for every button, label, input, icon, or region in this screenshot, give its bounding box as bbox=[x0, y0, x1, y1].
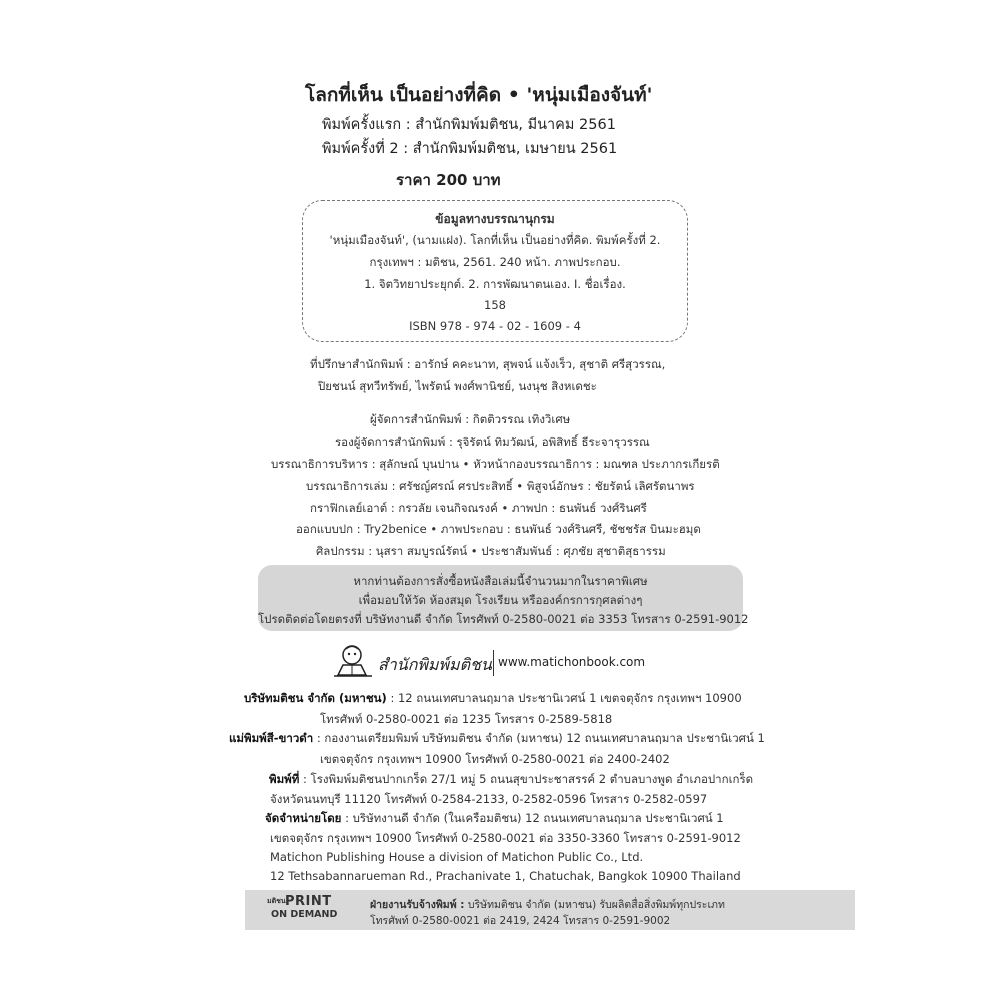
staff-credit: ออกแบบปก : Try2benice • ภาพประกอบ : ธนพันธ์ วงศ์รินศรี, ชัชชรัส บินมะฮมุด bbox=[296, 522, 701, 536]
website-link[interactable]: www.matichonbook.com bbox=[498, 655, 646, 669]
price: ราคา 200 บาท bbox=[396, 171, 501, 189]
cataloging-line: กรุงเทพฯ : มติชน, 2561. 240 หน้า. ภาพประกอบ. bbox=[369, 255, 621, 269]
company-phone: โทรศัพท์ 0-2580-0021 ต่อ 1235 โทรสาร 0-2589-5818 bbox=[320, 712, 613, 726]
prepress-label: แม่พิมพ์สี-ขาวดำ bbox=[229, 731, 314, 745]
prepress-phone: เขตจตุจักร กรุงเทพฯ 10900 โทรศัพท์ 0-2580-0021 ต่อ 2400-2402 bbox=[320, 752, 670, 766]
isbn: ISBN 978 - 974 - 02 - 1609 - 4 bbox=[409, 319, 581, 333]
distributor-phone: เขตจตุจักร กรุงเทพฯ 10900 โทรศัพท์ 0-2580-0021 ต่อ 3350-3360 โทรสาร 0-2591-9012 bbox=[270, 831, 741, 845]
company-info bbox=[244, 690, 742, 708]
publisher-script-logo: สำนักพิมพ์มติชน bbox=[378, 655, 492, 674]
pod-logo-small: มติชน bbox=[267, 897, 286, 905]
printer-address: : โรงพิมพ์มติชนปากเกร็ด 27/1 หมู่ 5 ถนนสุขาประชาสรรค์ 2 ตำบลบางพูด อำเภอปากเกร็ด bbox=[299, 772, 754, 786]
print-on-demand-bar bbox=[245, 890, 855, 930]
printer-info bbox=[269, 771, 753, 789]
staff-credit: บรรณาธิการเล่ม : ศรัชญ์ศรณ์ ศรประสิทธิ์ • พิสูจน์อักษร : ชัยรัตน์ เลิศรัตนาพร bbox=[306, 479, 695, 493]
bulk-order-notice bbox=[258, 565, 749, 631]
reader-icon bbox=[330, 645, 376, 680]
english-publisher-name: Matichon Publishing House a division of Matichon Public Co., Ltd. bbox=[270, 850, 644, 864]
pod-logo-print: PRINT bbox=[285, 894, 332, 909]
logo-divider bbox=[493, 650, 494, 676]
pod-logo-ondemand: ON DEMAND bbox=[271, 909, 338, 920]
second-edition: พิมพ์ครั้งที่ 2 : สำนักพิมพ์มติชน, เมษายน 2561 bbox=[322, 141, 618, 157]
printer-label: พิมพ์ที่ bbox=[269, 772, 300, 786]
first-edition: พิมพ์ครั้งแรก : สำนักพิมพ์มติชน, มีนาคม 2561 bbox=[322, 117, 616, 133]
advisors-line: ปิยชนน์ สุทวีทรัพย์, ไพรัตน์ พงศ์พานิชย์, นงนุช สิงหเดชะ bbox=[318, 379, 597, 393]
english-publisher-address: 12 Tethsabannarueman Rd., Prachanivate 1, Chatuchak, Bangkok 10900 Thailand bbox=[270, 869, 741, 883]
prepress-address: : กองงานเตรียมพิมพ์ บริษัทมติชน จำกัด (มหาชน) 12 ถนนเทศบาลนฤมาล ประชานิเวศน์ 1 bbox=[313, 731, 765, 745]
pod-label: ฝ่ายงานรับจ้างพิมพ์ : bbox=[370, 899, 465, 911]
cataloging-box bbox=[302, 200, 688, 342]
notice-line: หากท่านต้องการสั่งซื้อหนังสือเล่มนี้จำนวนมากในราคาพิเศษ bbox=[353, 574, 648, 588]
publisher-logo-row bbox=[330, 645, 670, 680]
notice-line: โปรดติดต่อโดยตรงที่ บริษัทงานดี จำกัด โทรศัพท์ 0-2580-0021 ต่อ 3353 โทรสาร 0-2591-9012 bbox=[258, 612, 749, 626]
cataloging-class-number: 158 bbox=[484, 298, 506, 312]
distributor-info bbox=[265, 810, 724, 828]
company-address: : 12 ถนนเทศบาลนฤมาล ประชานิเวศน์ 1 เขตจตุจักร กรุงเทพฯ 10900 bbox=[386, 691, 742, 705]
print-on-demand-logo bbox=[267, 896, 359, 924]
company-label: บริษัทมติชน จำกัด (มหาชน) bbox=[244, 691, 387, 705]
notice-line: เพื่อมอบให้วัด ห้องสมุด โรงเรียน หรือองค์กรการกุศลต่างๆ bbox=[358, 593, 643, 607]
advisors-line: ที่ปรึกษาสำนักพิมพ์ : อารักษ์ คคะนาท, สุพจน์ แจ้งเร็ว, สุชาติ ศรีสุวรรณ, bbox=[310, 357, 666, 371]
pod-text: บริษัทมติชน จำกัด (มหาชน) รับผลิตสื่อสิ่งพิมพ์ทุกประเภท bbox=[464, 899, 725, 911]
distributor-label: จัดจำหน่ายโดย bbox=[265, 811, 342, 825]
staff-credit: ศิลปกรรม : นุสรา สมบูรณ์รัตน์ • ประชาสัมพันธ์ : ศุภชัย สุชาติสุธารรม bbox=[316, 544, 666, 558]
staff-credit: รองผู้จัดการสำนักพิมพ์ : รุจิรัตน์ ทิมวัฒน์, อพิสิทธิ์ ธีระจารุวรรณ bbox=[335, 435, 650, 449]
printer-phone: จังหวัดนนทบุรี 11120 โทรศัพท์ 0-2584-2133, 0-2582-0596 โทรสาร 0-2582-0597 bbox=[270, 792, 708, 806]
staff-credit: กราฟิกเลย์เอาต์ : กรวลัย เจนกิจณรงค์ • ภาพปก : ธนพันธ์ วงศ์รินศรี bbox=[310, 501, 647, 515]
cataloging-line: 1. จิตวิทยาประยุกต์. 2. การพัฒนาตนเอง. I. ชื่อเรื่อง. bbox=[364, 277, 626, 291]
pod-phone: โทรศัพท์ 0-2580-0021 ต่อ 2419, 2424 โทรสาร 0-2591-9002 bbox=[370, 915, 671, 927]
cataloging-title: ข้อมูลทางบรรณานุกรม bbox=[435, 212, 555, 226]
cataloging-line: 'หนุ่มเมืองจันท์', (นามแฝง). โลกที่เห็น เป็นอย่างที่คิด. พิมพ์ครั้งที่ 2. bbox=[329, 233, 661, 247]
book-title: โลกที่เห็น เป็นอย่างที่คิด • 'หนุ่มเมืองจันท์' bbox=[305, 84, 653, 106]
prepress-info bbox=[229, 730, 765, 748]
distributor-address: : บริษัทงานดี จำกัด (ในเครือมติชน) 12 ถนนเทศบาลนฤมาล ประชานิเวศน์ 1 bbox=[341, 811, 724, 825]
staff-credit: บรรณาธิการบริหาร : สุลักษณ์ บุนปาน • หัวหน้ากองบรรณาธิการ : มณฑล ประภากรเกียรติ bbox=[271, 457, 720, 471]
staff-credit: ผู้จัดการสำนักพิมพ์ : กิตติวรรณ เทิงวิเศษ bbox=[370, 412, 571, 426]
pod-service-line bbox=[370, 896, 725, 913]
